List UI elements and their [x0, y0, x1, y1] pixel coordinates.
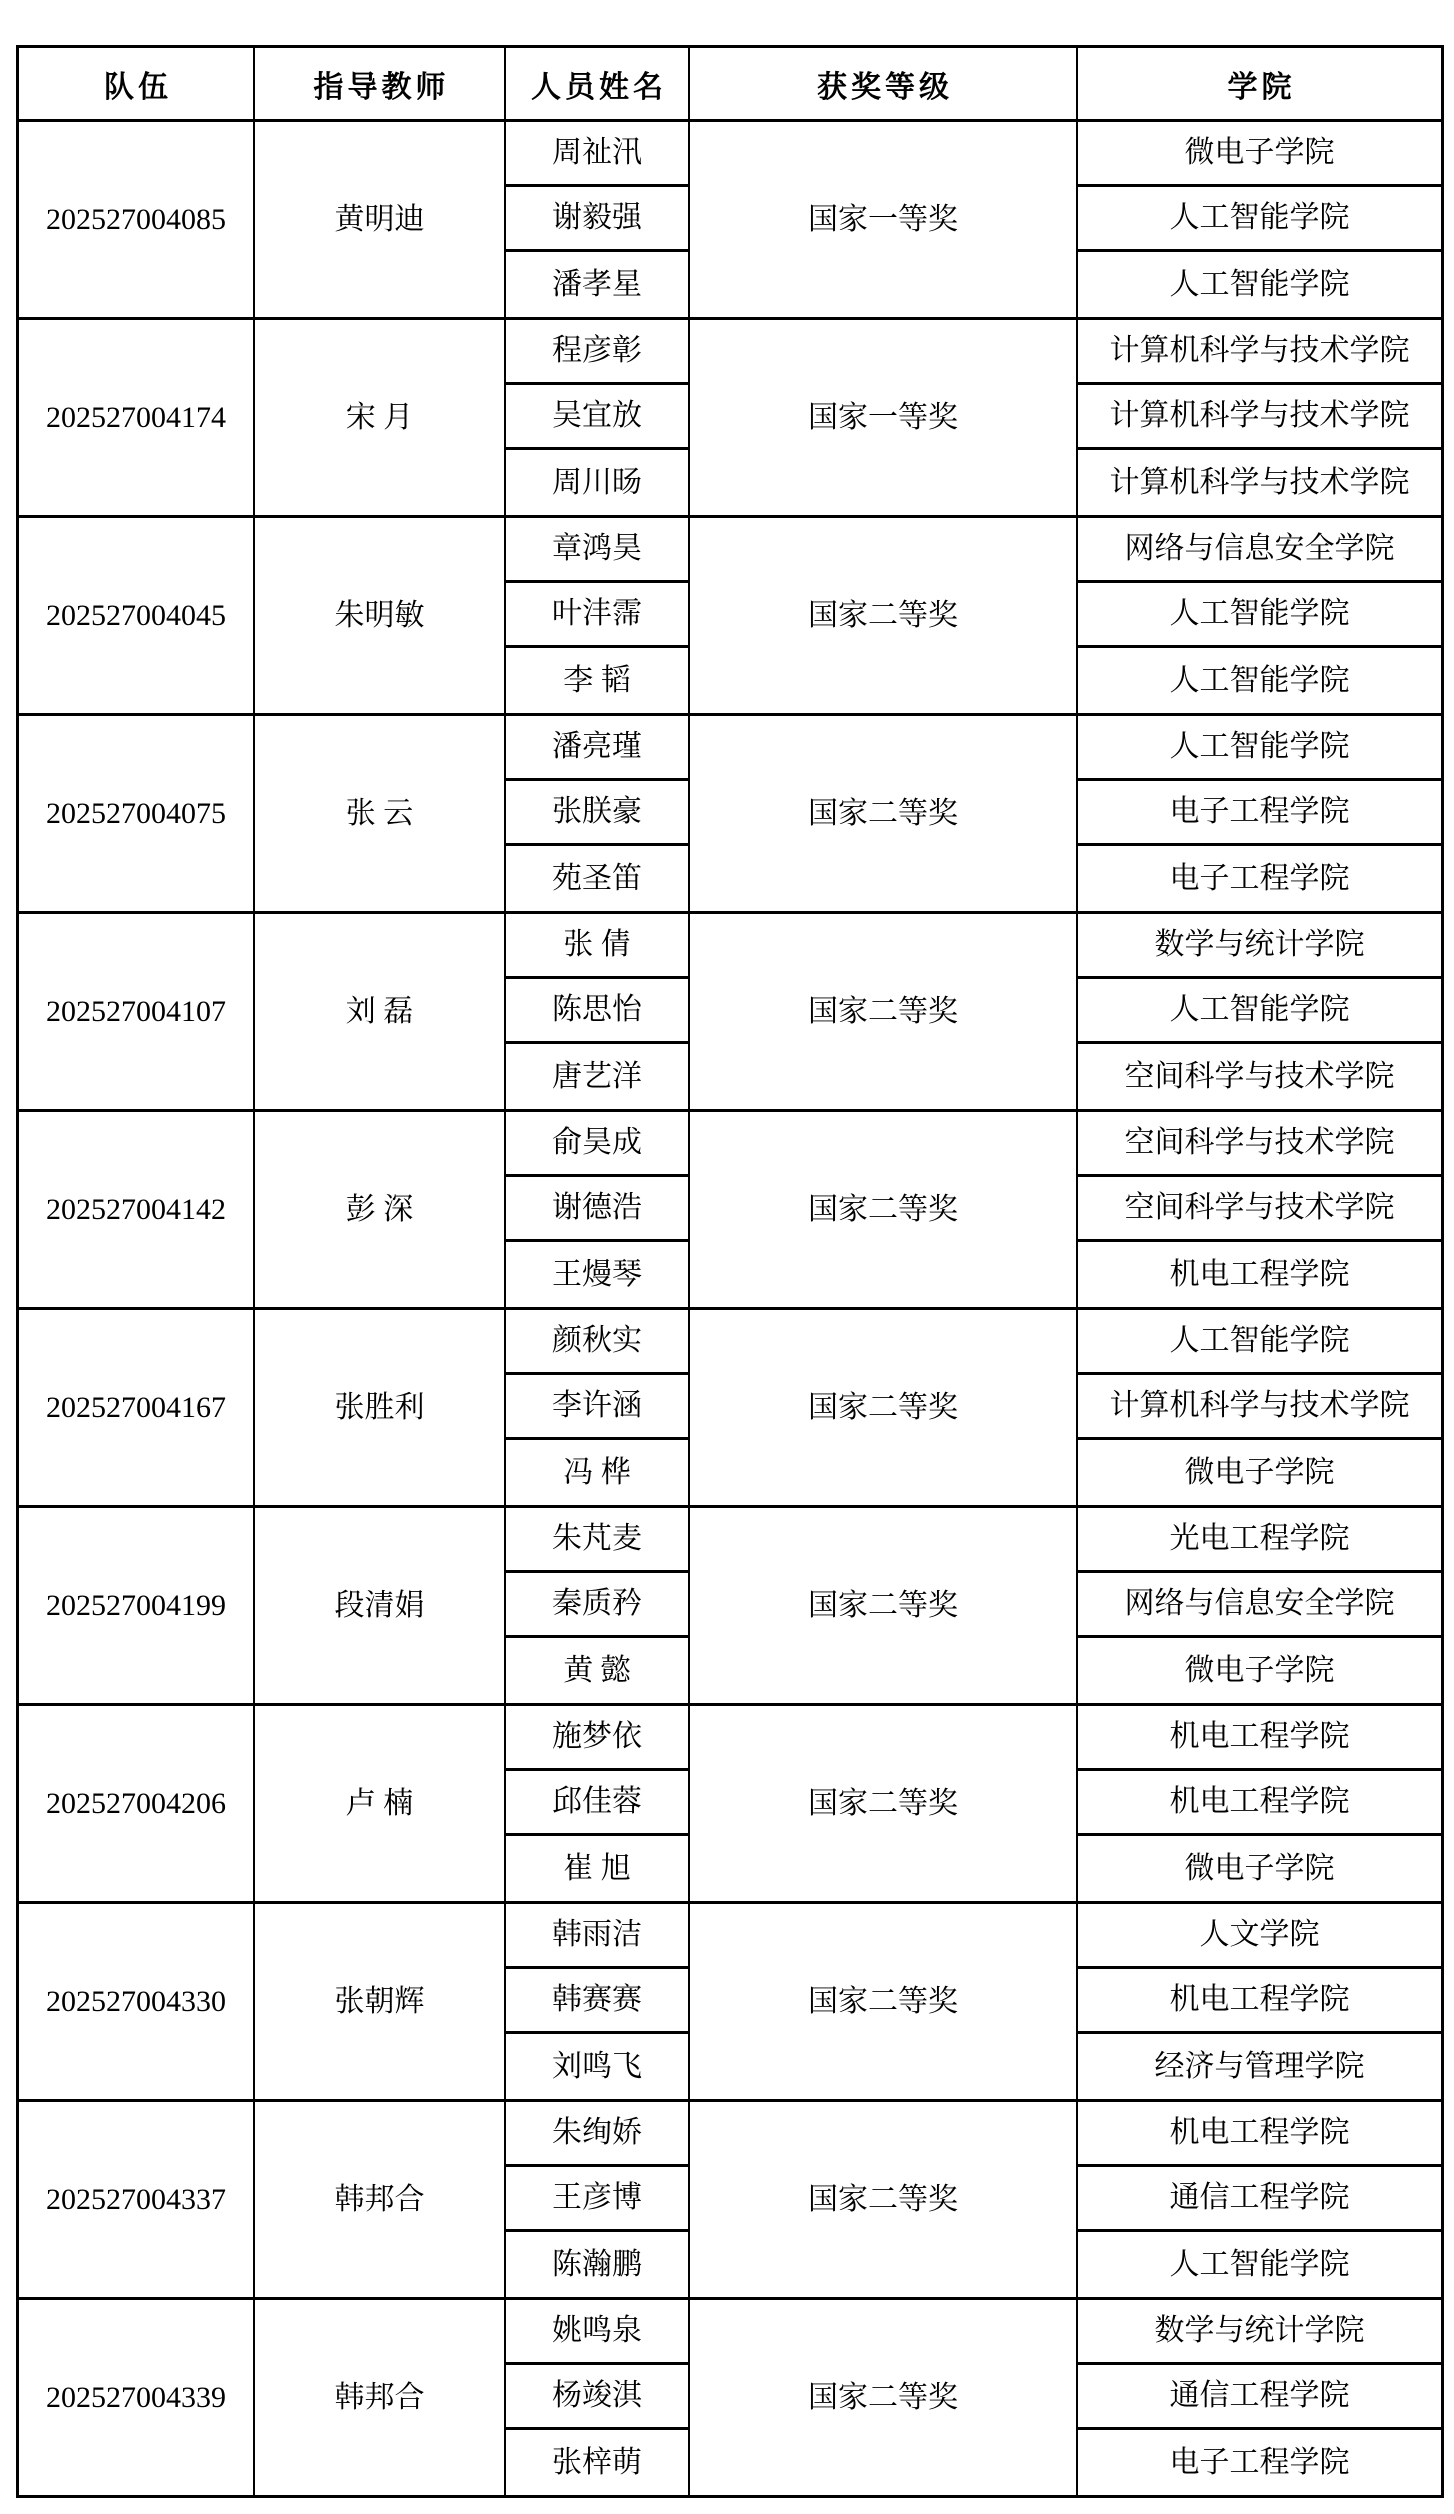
college-cell: 数学与统计学院 [1078, 2300, 1441, 2365]
team-id-cell: 202527004075 [19, 716, 255, 911]
member-name-cell: 杨竣淇 [506, 2365, 690, 2430]
member-name-cell: 谢毅强 [506, 187, 690, 252]
member-name-cell: 陈思怡 [506, 979, 690, 1044]
college-cell: 微电子学院 [1184, 1455, 1335, 1489]
member-name-cell: 朱芃麦 [506, 1508, 690, 1573]
college-cell: 人工智能学院 [1169, 663, 1350, 697]
awards-table [16, 45, 1444, 2498]
team-id-cell: 202527004174 [19, 320, 255, 515]
team-row-group [19, 1310, 1441, 1508]
college-cell: 电子工程学院 [1169, 861, 1350, 895]
team-row-group [19, 914, 1441, 1112]
member-name-cell: 李许涵 [506, 1375, 690, 1440]
team-id-cell: 202527004045 [19, 518, 255, 713]
column-header-team: 队伍 [19, 48, 255, 119]
team-row-group [19, 1904, 1441, 2102]
member-name-cell: 颜秋实 [506, 1310, 690, 1375]
award-level-cell: 国家二等奖 [690, 518, 1078, 713]
college-cell: 微电子学院 [1184, 1653, 1335, 1687]
team-id-cell: 202527004167 [19, 1310, 255, 1505]
college-cell: 人工智能学院 [1078, 716, 1441, 781]
member-name-cell: 施梦依 [506, 1706, 690, 1771]
member-name-cell: 陈瀚鹏 [506, 2232, 690, 2297]
team-row-group [19, 1112, 1441, 1310]
award-level-cell: 国家二等奖 [690, 1706, 1078, 1901]
advisor-cell: 朱明敏 [255, 518, 506, 713]
advisor-cell: 彭 深 [255, 1112, 506, 1307]
member-name-cell: 朱绚娇 [506, 2102, 690, 2167]
advisor-cell: 韩邦合 [255, 2102, 506, 2297]
college-cell: 人工智能学院 [1078, 1310, 1441, 1375]
member-name-cell: 张朕豪 [506, 781, 690, 846]
college-cell: 计算机科学与技术学院 [1109, 465, 1410, 499]
member-name-cell: 潘孝星 [506, 252, 690, 317]
column-header-member-name: 人员姓名 [506, 48, 690, 119]
college-cell: 经济与管理学院 [1154, 2049, 1365, 2083]
member-name-cell: 韩赛赛 [506, 1969, 690, 2034]
member-name-cell: 章鸿昊 [506, 518, 690, 583]
member-name-cell: 张 倩 [506, 914, 690, 979]
advisor-cell: 卢 楠 [255, 1706, 506, 1901]
college-cell: 计算机科学与技术学院 [1078, 385, 1441, 450]
college-cell: 机电工程学院 [1078, 1969, 1441, 2034]
team-row-group [19, 716, 1441, 914]
team-id-cell: 202527004142 [19, 1112, 255, 1307]
team-row-group [19, 518, 1441, 716]
team-id-cell: 202527004339 [19, 2300, 255, 2495]
member-name-cell: 程彦彰 [506, 320, 690, 385]
member-name-cell: 刘鸣飞 [506, 2034, 690, 2099]
member-name-cell: 张梓萌 [506, 2430, 690, 2495]
member-name-cell: 崔 旭 [506, 1836, 690, 1901]
advisor-cell: 段清娟 [255, 1508, 506, 1703]
college-cell: 通信工程学院 [1078, 2365, 1441, 2430]
college-cell: 人工智能学院 [1078, 583, 1441, 648]
award-level-cell: 国家一等奖 [690, 320, 1078, 515]
college-cell: 计算机科学与技术学院 [1078, 320, 1441, 385]
college-cell: 机电工程学院 [1078, 1771, 1441, 1836]
team-id-cell: 202527004206 [19, 1706, 255, 1901]
member-name-cell: 姚鸣泉 [506, 2300, 690, 2365]
advisor-cell: 韩邦合 [255, 2300, 506, 2495]
college-cell: 数学与统计学院 [1078, 914, 1441, 979]
college-cell: 通信工程学院 [1078, 2167, 1441, 2232]
college-cell: 机电工程学院 [1169, 1257, 1350, 1291]
award-level-cell: 国家二等奖 [690, 1904, 1078, 2099]
college-cell: 人工智能学院 [1169, 2247, 1350, 2281]
member-name-cell: 叶沣霈 [506, 583, 690, 648]
award-level-cell: 国家二等奖 [690, 2300, 1078, 2495]
advisor-cell: 刘 磊 [255, 914, 506, 1109]
advisor-cell: 宋 月 [255, 320, 506, 515]
team-id-cell: 202527004330 [19, 1904, 255, 2099]
team-row-group [19, 1706, 1441, 1904]
team-row-group [19, 1508, 1441, 1706]
college-cell: 光电工程学院 [1078, 1508, 1441, 1573]
member-name-cell: 周川旸 [506, 450, 690, 515]
table-header-row [19, 48, 1441, 122]
member-name-cell: 秦质矜 [506, 1573, 690, 1638]
member-name-cell: 苑圣笛 [506, 846, 690, 911]
award-level-cell: 国家一等奖 [690, 122, 1078, 317]
college-cell: 网络与信息安全学院 [1078, 518, 1441, 583]
award-level-cell: 国家二等奖 [690, 1508, 1078, 1703]
member-name-cell: 俞昊成 [506, 1112, 690, 1177]
award-level-cell: 国家二等奖 [690, 1310, 1078, 1505]
column-header-advisor: 指导教师 [255, 48, 506, 119]
college-cell: 网络与信息安全学院 [1078, 1573, 1441, 1638]
advisor-cell: 黄明迪 [255, 122, 506, 317]
team-row-group [19, 122, 1441, 320]
college-cell: 人工智能学院 [1169, 267, 1350, 301]
team-row-group [19, 320, 1441, 518]
college-cell: 空间科学与技术学院 [1124, 1059, 1395, 1093]
column-header-award-level: 获奖等级 [690, 48, 1078, 119]
award-level-cell: 国家二等奖 [690, 2102, 1078, 2297]
college-cell: 电子工程学院 [1169, 2445, 1350, 2479]
member-name-cell: 潘亮瑾 [506, 716, 690, 781]
member-name-cell: 冯 桦 [506, 1440, 690, 1505]
college-cell: 人工智能学院 [1078, 187, 1441, 252]
member-name-cell: 王熳琴 [506, 1242, 690, 1307]
team-id-cell: 202527004337 [19, 2102, 255, 2297]
college-cell: 人文学院 [1078, 1904, 1441, 1969]
member-name-cell: 吴宜放 [506, 385, 690, 450]
member-name-cell: 王彦博 [506, 2167, 690, 2232]
college-cell: 微电子学院 [1184, 1851, 1335, 1885]
advisor-cell: 张 云 [255, 716, 506, 911]
team-id-cell: 202527004085 [19, 122, 255, 317]
member-name-cell: 黄 懿 [506, 1638, 690, 1703]
award-level-cell: 国家二等奖 [690, 716, 1078, 911]
college-cell: 电子工程学院 [1078, 781, 1441, 846]
award-level-cell: 国家二等奖 [690, 914, 1078, 1109]
college-cell: 计算机科学与技术学院 [1078, 1375, 1441, 1440]
table-body [19, 122, 1441, 2495]
college-cell: 空间科学与技术学院 [1078, 1112, 1441, 1177]
award-level-cell: 国家二等奖 [690, 1112, 1078, 1307]
team-id-cell: 202527004107 [19, 914, 255, 1109]
member-name-cell: 周祉汛 [506, 122, 690, 187]
member-name-cell: 李 韬 [506, 648, 690, 713]
college-cell: 人工智能学院 [1078, 979, 1441, 1044]
college-cell: 空间科学与技术学院 [1078, 1177, 1441, 1242]
member-name-cell: 邱佳蓉 [506, 1771, 690, 1836]
member-name-cell: 韩雨洁 [506, 1904, 690, 1969]
team-id-cell: 202527004199 [19, 1508, 255, 1703]
member-name-cell: 谢德浩 [506, 1177, 690, 1242]
team-row-group [19, 2300, 1441, 2495]
advisor-cell: 张朝辉 [255, 1904, 506, 2099]
college-cell: 机电工程学院 [1078, 2102, 1441, 2167]
team-row-group [19, 2102, 1441, 2300]
college-cell: 机电工程学院 [1078, 1706, 1441, 1771]
column-header-college: 学院 [1227, 70, 1296, 104]
member-name-cell: 唐艺洋 [506, 1044, 690, 1109]
advisor-cell: 张胜利 [255, 1310, 506, 1505]
college-cell: 微电子学院 [1078, 122, 1441, 187]
